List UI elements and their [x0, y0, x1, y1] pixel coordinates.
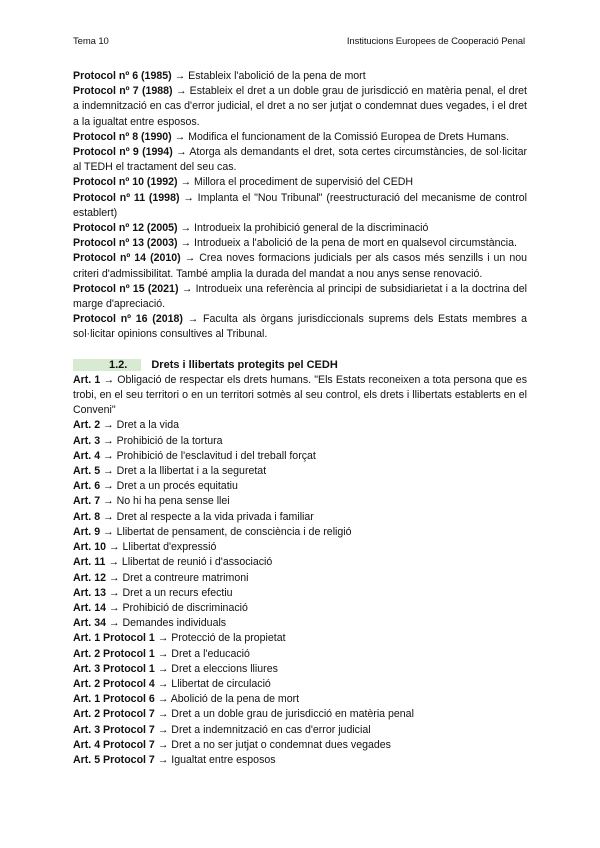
protocol-entry: [73, 312, 527, 342]
article-entry: [73, 464, 527, 479]
protocol-entry-label: Protocol nº 9 (1994): [73, 146, 173, 159]
article-entry-label: Art. 5: [73, 465, 101, 478]
article-entry-label: Art. 8: [73, 510, 101, 523]
article-entry: [73, 707, 527, 722]
article-entry-label: Art. 7: [73, 495, 101, 508]
article-entry: [73, 418, 527, 433]
article-entry: [73, 571, 527, 586]
article-entry-label: Art. 2: [73, 419, 101, 432]
article-entry-label: Art. 3 Protocol 1: [73, 662, 155, 675]
protocol-entry: [73, 251, 527, 281]
article-entry-text: → Protecció de la propietat: [154, 632, 286, 645]
protocol-list: [73, 69, 527, 343]
protocol-entry-text: → Millora el procediment de supervisió del CEDH: [177, 176, 414, 189]
article-entry-text: → Dret a eleccions lliures: [154, 662, 278, 675]
article-entry-text: → Dret a un recurs efectiu: [105, 586, 233, 599]
page-header-topic: Tema 10: [73, 36, 109, 47]
article-entry-text: → Llibertat de circulació: [154, 677, 271, 690]
page-header-title: Institucions Europees de Cooperació Penal: [346, 36, 525, 47]
article-entry: [73, 586, 527, 601]
article-entry: [73, 692, 527, 707]
article-entry: [73, 662, 527, 677]
article-entry-label: Art. 4 Protocol 7: [73, 738, 155, 751]
article-entry-label: Art. 1 Protocol 6: [73, 693, 155, 706]
article-entry: [73, 449, 527, 464]
article-entry-text: → Abolició de la pena de mort: [154, 693, 300, 706]
protocol-entry: [73, 175, 527, 190]
protocol-entry-text: → Introdueix a l'abolició de la pena de mort en qualsevol circumstància.: [177, 237, 517, 250]
protocol-entry-label: Protocol nº 14 (2010): [73, 252, 181, 265]
article-entry-label: Art. 4: [73, 449, 101, 462]
protocol-entry: [73, 130, 527, 145]
article-entry-label: Art. 34: [73, 617, 106, 630]
article-entry: [73, 373, 527, 419]
article-entry: [73, 616, 527, 631]
article-entry-text: → Obligació de respectar els drets humans. "Els Estats reconeixen a tota persona que es trobi, en el seu territori o en un territori sotmès al seu control, els drets i llibertats establerts en el Conveni": [73, 373, 527, 417]
article-entry-label: Art. 11: [73, 556, 106, 569]
article-entry: [73, 479, 527, 494]
article-entry: [73, 555, 527, 570]
article-entry-text: → Dret a la vida: [100, 419, 179, 432]
article-entry: [73, 494, 527, 509]
protocol-entry-text: → Crea noves formacions judicials per als casos més senzills i un nou criteri d'admissibilitat. També amplia la durada del mandat a nou anys sense renovació.: [73, 252, 527, 280]
protocol-entry-label: Protocol nº 10 (1992): [73, 176, 178, 189]
article-entry-label: Art. 13: [73, 586, 106, 599]
article-entry-label: Art. 2 Protocol 1: [73, 647, 155, 660]
article-entry-text: → Prohibició de la tortura: [100, 434, 223, 447]
article-entry-text: → Dret al respecte a la vida privada i familiar: [100, 510, 314, 523]
article-entry-text: → Dret a no ser jutjat o condemnat dues vegades: [154, 738, 391, 751]
article-entry-text: → Llibertat d'expressió: [105, 541, 217, 554]
article-entry-text: → Igualtat entre esposos: [154, 753, 276, 766]
protocol-entry-text: → Implanta el "Nou Tribunal" (reestructuració del mecanisme de control establert): [73, 191, 527, 219]
article-entry: [73, 723, 527, 738]
protocol-entry-text: → Atorga als demandants el dret, sota certes circumstàncies, de sol·licitar al TEDH el tractament del seu cas.: [73, 146, 527, 174]
article-entry-text: → Prohibició de l'esclavitud i del treball forçat: [100, 449, 316, 462]
article-entry-text: → Dret a un procés equitatiu: [100, 480, 238, 493]
article-entry-label: Art. 1: [73, 373, 101, 386]
document-body: [73, 69, 527, 768]
article-entry: [73, 434, 527, 449]
article-entry-label: Art. 9: [73, 525, 101, 538]
article-entry: [73, 738, 527, 753]
protocol-entry-text: → Estableix l'abolició de la pena de mort: [171, 70, 366, 82]
article-entry-text: → Dret a un doble grau de jurisdicció en matèria penal: [154, 708, 414, 721]
article-entry: [73, 601, 527, 616]
protocol-entry: [73, 282, 527, 312]
article-entry: [73, 647, 527, 662]
protocol-entry-text: → Estableix el dret a un doble grau de jurisdicció en matèria penal, el dret a indemnització en cas d'error judicial, el dret a no ser jutjat o condemnat dues vegades, i el dret a la igualtat entre esposos.: [73, 85, 527, 128]
article-entry-label: Art. 14: [73, 601, 106, 614]
protocol-entry-label: Protocol nº 12 (2005): [73, 222, 178, 235]
article-entry-text: → Llibertat de pensament, de consciència i de religió: [100, 525, 352, 538]
protocol-entry-text: → Faculta als òrgans jurisdiccionals suprems dels Estats membres a sol·licitar opinions consultives al Tribunal.: [73, 313, 527, 341]
article-entry-label: Art. 3 Protocol 7: [73, 723, 155, 736]
protocol-entry-label: Protocol nº 7 (1988): [73, 85, 173, 98]
article-entry-label: Art. 12: [73, 571, 106, 584]
article-entry-label: Art. 3: [73, 434, 101, 447]
article-entry-label: Art. 10: [73, 541, 106, 554]
protocol-entry: [73, 221, 527, 236]
section-heading: [73, 358, 527, 373]
article-entry-text: → Dret a l'educació: [154, 647, 250, 660]
protocol-entry-label: Protocol nº 6 (1985): [73, 70, 172, 82]
protocol-entry-label: Protocol nº 16 (2018): [73, 313, 183, 326]
protocol-entry: [73, 145, 527, 175]
protocol-entry: [73, 69, 527, 84]
article-entry: [73, 753, 527, 768]
protocol-entry-label: Protocol nº 15 (2021): [73, 282, 179, 295]
protocol-entry: [73, 191, 527, 221]
article-entry-label: Art. 1 Protocol 1: [73, 632, 155, 645]
protocol-entry: [73, 84, 527, 130]
protocol-entry: [73, 236, 527, 251]
article-entry: [73, 540, 527, 555]
article-entry-label: Art. 2 Protocol 4: [73, 677, 155, 690]
article-entry: [73, 631, 527, 646]
article-entry-text: → Prohibició de discriminació: [105, 601, 248, 614]
article-entry-text: → Dret a la llibertat i a la seguretat: [100, 465, 267, 478]
article-entry-text: → Dret a indemnització en cas d'error judicial: [154, 723, 371, 736]
article-entry: [73, 525, 527, 540]
protocol-entry-label: Protocol nº 8 (1990): [73, 130, 172, 143]
article-entry: [73, 510, 527, 525]
section-title: Drets i llibertats protegits pel CEDH: [151, 358, 338, 371]
article-entry-label: Art. 5 Protocol 7: [73, 753, 155, 766]
protocol-entry-text: → Modifica el funcionament de la Comissió Europea de Drets Humans.: [171, 130, 510, 143]
article-entry-text: → Llibertat de reunió i d'associació: [105, 556, 273, 569]
protocol-entry-text: → Introdueix una referència al principi de subsidiarietat i a la doctrina del marge d'apreciació.: [73, 282, 527, 311]
protocol-entry-label: Protocol nº 13 (2003): [73, 237, 178, 250]
article-entry-text: → No hi ha pena sense llei: [100, 495, 230, 508]
article-entry-text: → Demandes individuals: [105, 617, 227, 630]
section-number: 1.2.: [73, 359, 141, 371]
protocol-entry-text: → Introdueix la prohibició general de la discriminació: [177, 222, 429, 235]
article-entry-label: Art. 6: [73, 480, 101, 493]
article-entry-text: → Dret a contreure matrimoni: [105, 571, 249, 584]
article-entry: [73, 677, 527, 692]
article-entry-label: Art. 2 Protocol 7: [73, 708, 155, 721]
article-list: [73, 373, 527, 768]
protocol-entry-label: Protocol nº 11 (1998): [73, 191, 180, 204]
